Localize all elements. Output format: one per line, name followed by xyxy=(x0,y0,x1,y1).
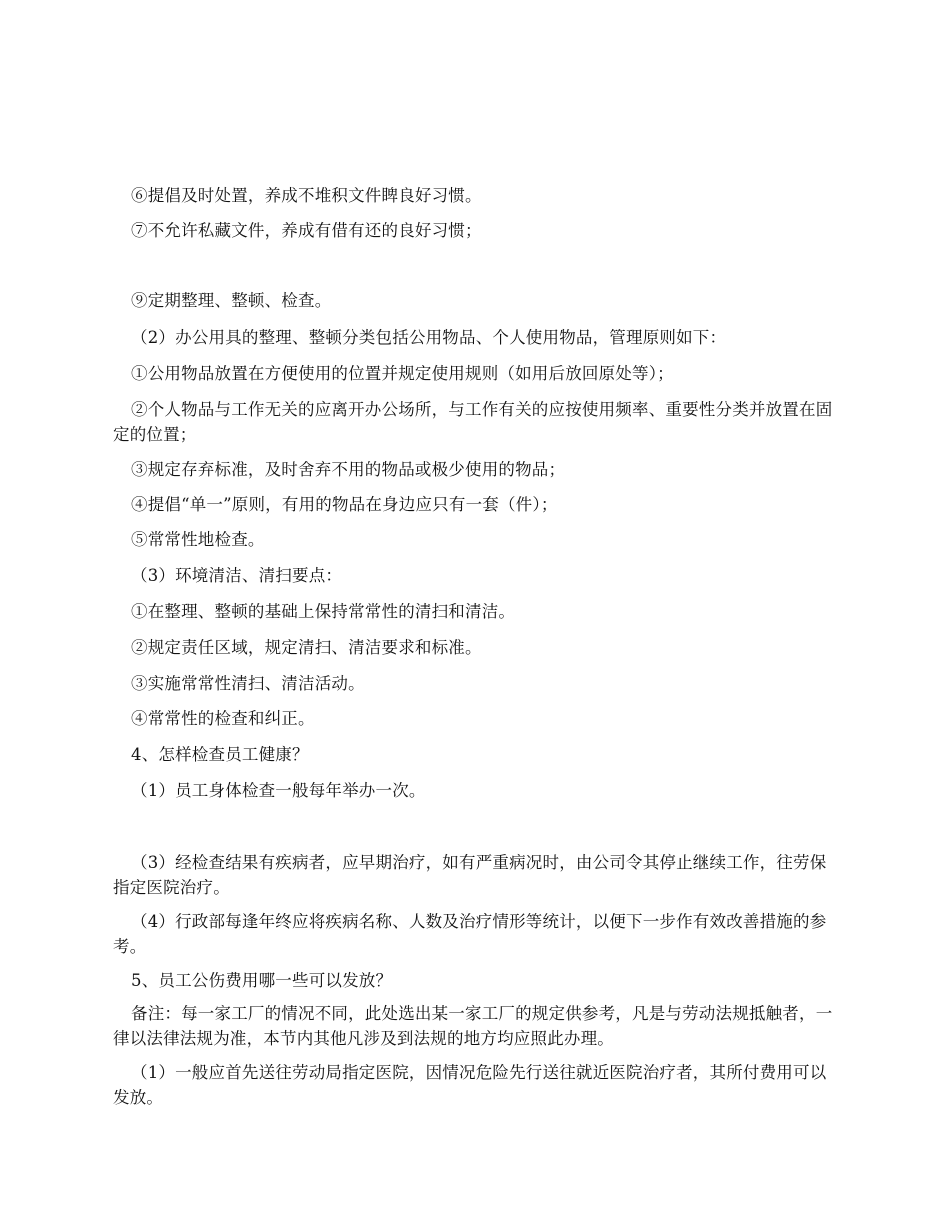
paragraph-cleaning-item-4: ④常常性的检查和纠正。 xyxy=(131,709,315,728)
paragraph-health-item-1: （1）员工身体检查一般每年举办一次。 xyxy=(131,781,426,800)
paragraph-health-item-4: （4）行政部每逢年终应将疾病名称、人数及治疗情形等统计，以便下一步作有效改善措施的参考。 xyxy=(113,912,827,956)
paragraph-office-supplies-heading: （2）办公用具的整理、整顿分类包括公用物品、个人使用物品，管理原则如下： xyxy=(131,328,727,347)
paragraph-office-item-1: ①公用物品放置在方便使用的位置并规定使用规则（如用后放回原处等）； xyxy=(131,364,674,383)
paragraph-cleaning-item-1: ①在整理、整顿的基础上保持常常性的清扫和清洁。 xyxy=(131,602,516,621)
paragraph-injury-item-1: （1）一般应首先送往劳动局指定医院，因情况危险先行送往就近医院治疗者，其所付费用可以发放。 xyxy=(113,1063,827,1107)
paragraph-office-item-3: ③规定存弃标准，及时舍弃不用的物品或极少使用的物品； xyxy=(131,460,566,479)
section-heading-health-check: 4、怎样检查员工健康？ xyxy=(131,745,309,764)
paragraph-office-item-2: ②个人物品与工作无关的应离开办公场所，与工作有关的应按使用频率、重要性分类并放置在固定的位置； xyxy=(113,400,833,444)
paragraph-cleaning-heading: （3）环境清洁、清扫要点： xyxy=(131,566,343,585)
paragraph-item-6: ⑥提倡及时处置，养成不堆积文件睥良好习惯。 xyxy=(131,186,482,205)
paragraph-note: 备注：每一家工厂的情况不同，此处选出某一家工厂的规定供参考，凡是与劳动法规抵触者，一律以法律法规为准，本节内其他凡涉及到法规的地方均应照此办理。 xyxy=(113,1004,833,1048)
paragraph-office-item-4: ④提倡“单一”原则，有用的物品在身边应只有一套（件）； xyxy=(131,495,558,514)
paragraph-cleaning-item-3: ③实施常常性清扫、清洁活动。 xyxy=(131,674,365,693)
paragraph-office-item-5: ⑤常常性地检查。 xyxy=(131,530,265,549)
paragraph-cleaning-item-2: ②规定责任区域，规定清扫、清洁要求和标准。 xyxy=(131,638,482,657)
paragraph-health-item-3: （3）经检查结果有疾病者，应早期治疗，如有严重病况时，由公司令其停止继续工作，往劳保指定医院治疗。 xyxy=(113,853,827,897)
paragraph-item-9: ⑨定期整理、整顿、检查。 xyxy=(131,291,332,310)
paragraph-item-7: ⑦不允许私藏文件，养成有借有还的良好习惯； xyxy=(131,221,482,240)
section-heading-injury-expenses: 5、员工公伤费用哪一些可以发放？ xyxy=(131,971,393,990)
